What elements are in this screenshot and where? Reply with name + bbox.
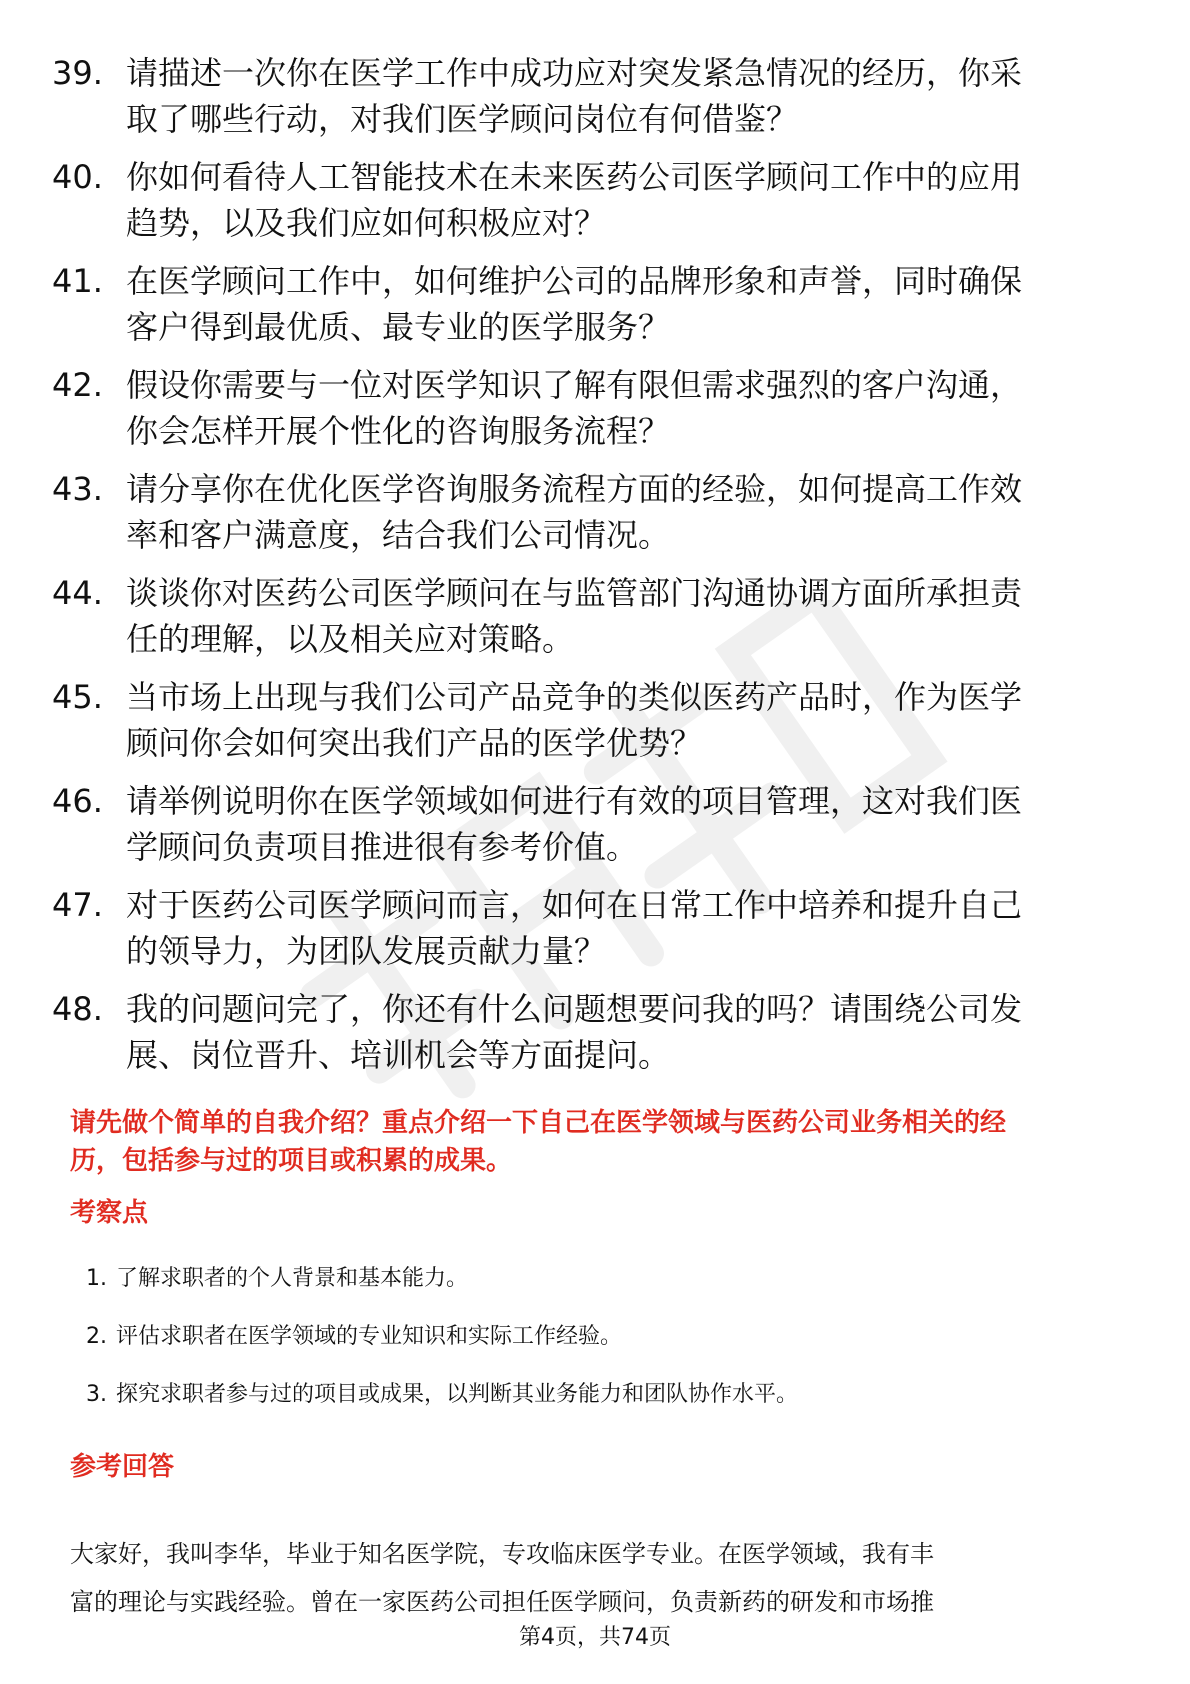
question-line: 当市场上出现与我们公司产品竞争的类似医药产品时，作为医学 (126, 678, 1023, 716)
answer-line: 富的理论与实践经验。曾在一家医药公司担任医学顾问，负责新药的研发和市场推 (70, 1588, 934, 1616)
question-line: 请分享你在优化医学咨询服务流程方面的经验，如何提高工作效 (126, 470, 1023, 508)
assessment-point (86, 1264, 798, 1322)
question-item (52, 570, 1132, 662)
assessment-points (86, 1264, 798, 1438)
question-item (52, 882, 1132, 974)
question-number: 40. (52, 158, 103, 196)
question-line: 你会怎样开展个性化的咨询服务流程？ (126, 412, 671, 450)
question-number: 45. (52, 678, 103, 716)
question-line: 顾问你会如何突出我们产品的医学优势？ (126, 724, 703, 762)
question-number: 44. (52, 574, 103, 612)
point-number: 3. (86, 1382, 107, 1407)
reference-answer-label: 参考回答 (70, 1452, 175, 1482)
question-line: 率和客户满意度，结合我们公司情况。 (126, 516, 671, 554)
question-number: 41. (52, 262, 103, 300)
question-line: 请举例说明你在医学领域如何进行有效的项目管理，这对我们医 (126, 782, 1023, 820)
featured-question-heading (70, 1104, 1130, 1180)
question-line: 展、岗位晋升、培训机会等方面提问。 (126, 1036, 671, 1074)
question-number: 47. (52, 886, 103, 924)
question-line: 趋势，以及我们应如何积极应对？ (126, 204, 607, 242)
question-number: 46. (52, 782, 103, 820)
question-item (52, 466, 1132, 558)
question-line: 假设你需要与一位对医学知识了解有限但需求强烈的客户沟通， (126, 366, 1023, 404)
point-number: 2. (86, 1324, 107, 1349)
question-line: 对于医药公司医学顾问而言，如何在日常工作中培养和提升自己 (126, 886, 1023, 924)
point-number: 1. (86, 1266, 107, 1291)
question-item (52, 154, 1132, 246)
question-list (52, 50, 1132, 1090)
question-line: 取了哪些行动，对我们医学顾问岗位有何借鉴？ (126, 100, 799, 138)
question-item (52, 50, 1132, 142)
question-line: 在医学顾问工作中，如何维护公司的品牌形象和声誉，同时确保 (126, 262, 1023, 300)
question-line: 你如何看待人工智能技术在未来医药公司医学顾问工作中的应用 (126, 158, 1023, 196)
question-number: 42. (52, 366, 103, 404)
assessment-point (86, 1322, 798, 1380)
assessment-label: 考察点 (70, 1198, 149, 1228)
point-text: 评估求职者在医学领域的专业知识和实际工作经验。 (116, 1324, 623, 1349)
reference-answer-body (70, 1530, 1125, 1626)
question-item (52, 778, 1132, 870)
question-line: 谈谈你对医药公司医学顾问在与监管部门沟通协调方面所承担责 (126, 574, 1023, 612)
assessment-point (86, 1380, 798, 1438)
question-number: 43. (52, 470, 103, 508)
answer-line: 大家好，我叫李华，毕业于知名医学院，专攻临床医学专业。在医学领域，我有丰 (70, 1540, 934, 1568)
question-item (52, 258, 1132, 350)
question-line: 我的问题问完了，你还有什么问题想要问我的吗？请围绕公司发 (126, 990, 1023, 1028)
question-item (52, 362, 1132, 454)
featured-question-line: 请先做个简单的自我介绍？重点介绍一下自己在医学领域与医药公司业务相关的经 (70, 1108, 1007, 1138)
question-line: 客户得到最优质、最专业的医学服务？ (126, 308, 671, 346)
question-line: 的领导力，为团队发展贡献力量？ (126, 932, 607, 970)
question-number: 48. (52, 990, 103, 1028)
question-number: 39. (52, 54, 103, 92)
featured-question-line: 历，包括参与过的项目或积累的成果。 (70, 1146, 513, 1176)
point-text: 探究求职者参与过的项目或成果，以判断其业务能力和团队协作水平。 (116, 1382, 799, 1407)
question-item (52, 986, 1132, 1078)
question-line: 任的理解，以及相关应对策略。 (126, 620, 575, 658)
page-footer: 第4页，共74页 (519, 1625, 671, 1650)
question-line: 请描述一次你在医学工作中成功应对突发紧急情况的经历，你采 (126, 54, 1023, 92)
point-text: 了解求职者的个人背景和基本能力。 (116, 1266, 469, 1291)
question-line: 学顾问负责项目推进很有参考价值。 (126, 828, 639, 866)
question-item (52, 674, 1132, 766)
